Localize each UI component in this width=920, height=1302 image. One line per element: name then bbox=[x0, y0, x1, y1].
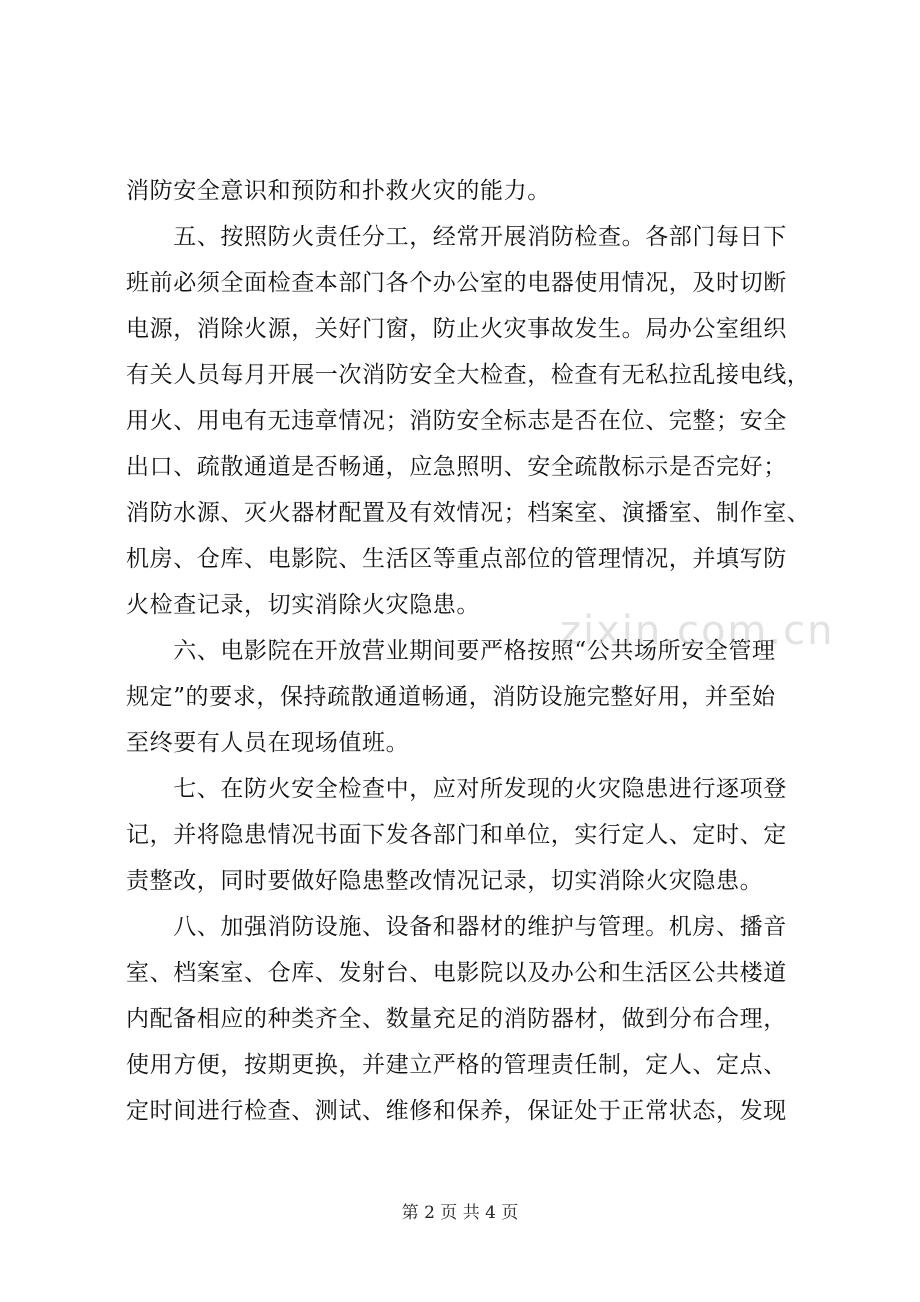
text-line: 出口、疏散通道是否畅通，应急照明、安全疏散标示是否完好； bbox=[126, 454, 787, 480]
text-line: 消防水源、灭火器材配置及有效情况；档案室、演播室、制作室、 bbox=[126, 500, 811, 526]
text-line: 五、按照防火责任分工，经常开展消防检查。各部门每日下 bbox=[126, 224, 787, 250]
text-line: 火检查记录，切实消除火灾隐患。 bbox=[126, 592, 480, 618]
text-line: 七、在防火安全检查中，应对所发现的火灾隐患进行逐项登 bbox=[126, 776, 787, 802]
text-line: 记，并将隐患情况书面下发各部门和单位，实行定人、定时、定 bbox=[126, 822, 787, 848]
text-line: 定时间进行检查、测试、维修和保养，保证处于正常状态，发现 bbox=[126, 1098, 787, 1124]
text-line: 八、加强消防设施、设备和器材的维护与管理。机房、播音 bbox=[126, 914, 787, 940]
text-line: 规定”的要求，保持疏散通道畅通，消防设施完整好用，并至始 bbox=[126, 684, 776, 710]
text-line: 班前必须全面检查本部门各个办公室的电器使用情况，及时切断 bbox=[126, 270, 787, 296]
watermark: zixin.com.cn bbox=[560, 608, 835, 654]
text-line: 使用方便，按期更换，并建立严格的管理责任制，定人、定点、 bbox=[126, 1052, 787, 1078]
text-line: 内配备相应的种类齐全、数量充足的消防器材，做到分布合理， bbox=[126, 1006, 787, 1032]
text-line: 用火、用电有无违章情况；消防安全标志是否在位、完整；安全 bbox=[126, 408, 787, 434]
page-footer: 第 2 页 共 4 页 bbox=[401, 1203, 519, 1223]
text-line: 六、电影院在开放营业期间要严格按照“公共场所安全管理 bbox=[126, 638, 776, 664]
text-line: 室、档案室、仓库、发射台、电影院以及办公和生活区公共楼道 bbox=[126, 960, 787, 986]
text-line: 至终要有人员在现场值班。 bbox=[126, 730, 410, 756]
text-line: 有关人员每月开展一次消防安全大检查，检查有无私拉乱接电线， bbox=[126, 362, 811, 388]
text-line: 电源，消除火源，关好门窗，防止火灾事故发生。局办公室组织 bbox=[126, 316, 787, 342]
text-line: 责整改，同时要做好隐患整改情况记录，切实消除火灾隐患。 bbox=[126, 868, 764, 894]
text-line: 消防安全意识和预防和扑救火灾的能力。 bbox=[126, 178, 551, 204]
text-line: 机房、仓库、电影院、生活区等重点部位的管理情况，并填写防 bbox=[126, 546, 787, 572]
